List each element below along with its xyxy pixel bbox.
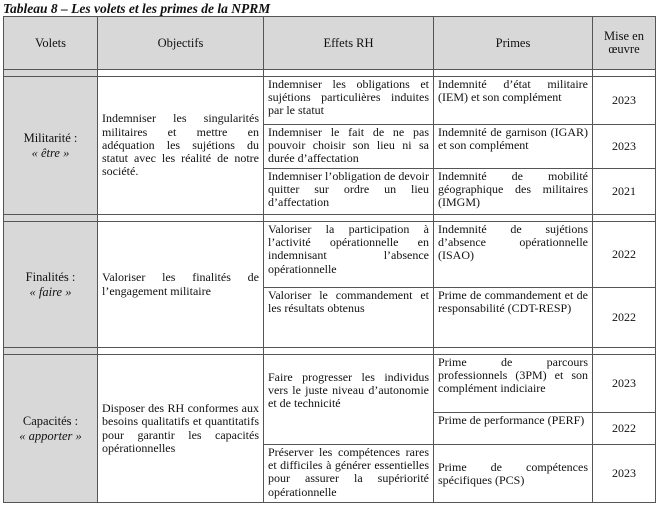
header-effets: Effets RH [264,17,434,70]
prime-cell: Prime de commandement et de responsabilité (CDT-RESP) [434,288,593,348]
objectif-militarite: Indemniser les singularités militaires et mettre en adéquation les sujétions du statut avec les réalité de notre société. [98,77,264,215]
effet-cell: Valoriser le commandement et les résultats obtenus [264,288,434,348]
year-cell: 2023 [593,355,656,413]
year-cell: 2022 [593,413,656,445]
table-row [4,77,656,125]
year-cell: 2022 [593,222,656,288]
effet-cell: Faire progresser les individus vers le juste niveau d’autonomie et de technicité [264,355,434,445]
prime-cell: Indemnité d’état militaire (IEM) et son complément [434,77,593,125]
year-cell: 2021 [593,169,656,215]
year-cell: 2023 [593,125,656,169]
volet-militarite: Militarité : « être » [4,77,98,215]
header-objectifs: Objectifs [98,17,264,70]
header-volets: Volets [4,17,98,70]
table-row [4,355,656,413]
prime-cell: Indemnité de sujétions d’absence opérationnelle (ISAO) [434,222,593,288]
effet-cell: Préserver les compétences rares et difficiles à générer essentielles pour assurer la supériorité opérationnelle [264,445,434,503]
prime-cell: Indemnité de mobilité géographique des militaires (IMGM) [434,169,593,215]
prime-cell: Indemnité de garnison (IGAR) et son complément [434,125,593,169]
effet-cell: Indemniser l’obligation de devoir quitter sur ordre un lieu d’affectation [264,169,434,215]
nprm-table [3,16,656,503]
prime-cell: Prime de compétences spécifiques (PCS) [434,445,593,503]
header-mise: Mise en œuvre [593,17,656,70]
volet-capacites: Capacités : « apporter » [4,355,98,503]
table-caption: Tableau 8 – Les volets et les primes de la NPRM [3,1,271,16]
year-cell: 2023 [593,77,656,125]
spacer-row [4,215,656,222]
effet-cell: Indemniser le fait de ne pas pouvoir choisir son lieu ni sa durée d’affectation [264,125,434,169]
header-primes: Primes [434,17,593,70]
table-row [4,222,656,288]
spacer-row [4,348,656,355]
prime-cell: Prime de parcours professionnels (3PM) et son complément indiciaire [434,355,593,413]
prime-cell: Prime de performance (PERF) [434,413,593,445]
year-cell: 2022 [593,288,656,348]
spacer-row [4,70,656,77]
objectif-capacites: Disposer des RH conformes aux besoins qualitatifs et quantitatifs pour garantir les capacités opérationnelles [98,355,264,503]
objectif-finalites: Valoriser les finalités de l’engagement militaire [98,222,264,348]
volet-finalites: Finalités : « faire » [4,222,98,348]
year-cell: 2023 [593,445,656,503]
header-row [4,17,656,70]
effet-cell: Indemniser les obligations et sujétions particulières induites par le statut [264,77,434,125]
effet-cell: Valoriser la participation à l’activité opérationnelle en indemnisant l’absence opérationnelle [264,222,434,288]
